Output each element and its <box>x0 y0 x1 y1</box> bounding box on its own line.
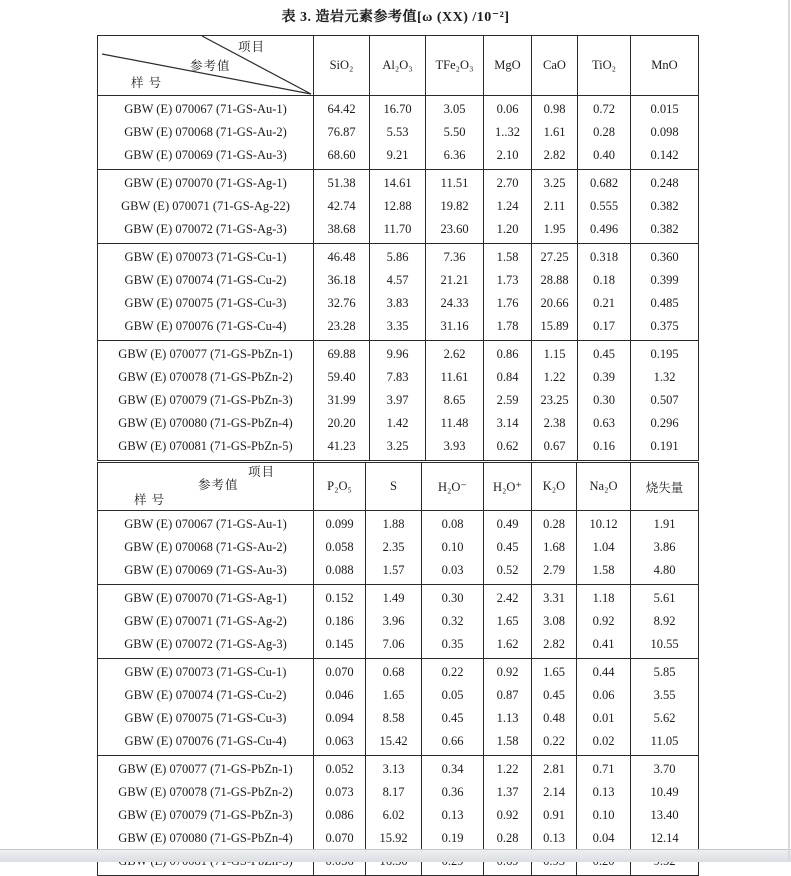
value-cell: 2.14 <box>532 781 577 804</box>
sample-id-cell: GBW (E) 070073 (71-GS-Cu-1) <box>98 244 314 270</box>
table-row <box>98 827 699 850</box>
value-cell: 9.21 <box>370 144 426 170</box>
value-cell: 0.66 <box>422 730 484 756</box>
value-cell: 32.76 <box>314 292 370 315</box>
sample-id-cell: GBW (E) 070077 (71-GS-PbZn-1) <box>98 341 314 367</box>
value-cell: 1.22 <box>532 366 578 389</box>
value-cell: 1.58 <box>484 730 532 756</box>
value-cell: 0.496 <box>578 218 631 244</box>
sample-id-cell: GBW (E) 070072 (71-GS-Ag-3) <box>98 633 314 659</box>
value-cell: 0.142 <box>631 144 699 170</box>
value-cell: 10.12 <box>577 511 631 537</box>
column-header-k2o: K₂O <box>532 463 577 511</box>
value-cell: 59.40 <box>314 366 370 389</box>
corner-label-item: 项目 <box>248 465 276 479</box>
table-row <box>98 684 699 707</box>
value-cell: 0.19 <box>422 827 484 850</box>
value-cell: 0.318 <box>578 244 631 270</box>
sample-group <box>98 96 699 170</box>
value-cell: 10.49 <box>631 781 699 804</box>
table-row <box>98 536 699 559</box>
value-cell: 13.40 <box>631 804 699 827</box>
value-cell: 5.50 <box>426 121 484 144</box>
column-header-sio2: SiO₂ <box>314 36 370 96</box>
value-cell: 5.86 <box>370 244 426 270</box>
value-cell: 0.13 <box>532 827 577 850</box>
table-row <box>98 756 699 782</box>
value-cell: 23.25 <box>532 389 578 412</box>
value-cell: 0.45 <box>532 684 577 707</box>
value-cell: 0.046 <box>314 684 366 707</box>
value-cell: 0.10 <box>577 804 631 827</box>
value-cell: 3.13 <box>366 756 422 782</box>
value-cell: 0.10 <box>422 536 484 559</box>
table-row <box>98 269 699 292</box>
value-cell: 2.42 <box>484 585 532 611</box>
value-cell: 0.32 <box>422 610 484 633</box>
value-cell: 0.360 <box>631 244 699 270</box>
value-cell: 0.28 <box>532 511 577 537</box>
value-cell: 1.95 <box>532 218 578 244</box>
value-cell: 68.60 <box>314 144 370 170</box>
value-cell: 1.91 <box>631 511 699 537</box>
value-cell: 0.186 <box>314 610 366 633</box>
value-cell: 0.92 <box>484 659 532 685</box>
value-cell: 1.15 <box>532 341 578 367</box>
value-cell: 0.52 <box>484 559 532 585</box>
value-cell: 0.094 <box>314 707 366 730</box>
value-cell: 2.70 <box>484 170 532 196</box>
value-cell: 1.58 <box>577 559 631 585</box>
value-cell: 0.63 <box>578 412 631 435</box>
sample-id-cell: GBW (E) 070075 (71-GS-Cu-3) <box>98 707 314 730</box>
sample-group <box>98 511 699 585</box>
value-cell: 14.61 <box>370 170 426 196</box>
value-cell: 15.42 <box>366 730 422 756</box>
value-cell: 0.052 <box>314 756 366 782</box>
table-row <box>98 781 699 804</box>
value-cell: 3.83 <box>370 292 426 315</box>
value-cell: 0.92 <box>577 610 631 633</box>
value-cell: 69.88 <box>314 341 370 367</box>
value-cell: 0.191 <box>631 435 699 461</box>
value-cell: 64.42 <box>314 96 370 122</box>
value-cell: 2.11 <box>532 195 578 218</box>
value-cell: 0.099 <box>314 511 366 537</box>
table-row <box>98 341 699 367</box>
value-cell: 2.79 <box>532 559 577 585</box>
table-row <box>98 804 699 827</box>
value-cell: 1.37 <box>484 781 532 804</box>
value-cell: 10.55 <box>631 633 699 659</box>
corner-label-reference: 参考值 <box>190 59 231 73</box>
value-cell: 0.070 <box>314 659 366 685</box>
sample-id-cell: GBW (E) 070080 (71-GS-PbZn-4) <box>98 412 314 435</box>
value-cell: 0.06 <box>484 96 532 122</box>
header-corner-cell <box>98 463 314 511</box>
value-cell: 2.38 <box>532 412 578 435</box>
value-cell: 0.195 <box>631 341 699 367</box>
value-cell: 7.36 <box>426 244 484 270</box>
value-cell: 0.67 <box>532 435 578 461</box>
value-cell: 0.13 <box>422 804 484 827</box>
value-cell: 1..32 <box>484 121 532 144</box>
value-cell: 0.49 <box>484 511 532 537</box>
value-cell: 27.25 <box>532 244 578 270</box>
value-cell: 0.30 <box>578 389 631 412</box>
sample-id-cell: GBW (E) 070078 (71-GS-PbZn-2) <box>98 366 314 389</box>
value-cell: 0.296 <box>631 412 699 435</box>
value-cell: 0.152 <box>314 585 366 611</box>
value-cell: 0.015 <box>631 96 699 122</box>
value-cell: 11.70 <box>370 218 426 244</box>
value-cell: 0.21 <box>578 292 631 315</box>
value-cell: 0.382 <box>631 218 699 244</box>
table-row <box>98 585 699 611</box>
value-cell: 3.25 <box>370 435 426 461</box>
value-cell: 0.45 <box>484 536 532 559</box>
value-cell: 0.399 <box>631 269 699 292</box>
value-cell: 0.058 <box>314 536 366 559</box>
table-caption: 表 3. 造岩元素参考值[ω (XX) /10⁻²] <box>281 10 510 25</box>
column-header-tfe2o3: TFe₂O₃ <box>426 36 484 96</box>
value-cell: 0.08 <box>422 511 484 537</box>
value-cell: 0.98 <box>532 96 578 122</box>
value-cell: 1.58 <box>484 244 532 270</box>
table-row <box>98 707 699 730</box>
value-cell: 0.71 <box>577 756 631 782</box>
value-cell: 15.89 <box>532 315 578 341</box>
value-cell: 0.06 <box>577 684 631 707</box>
value-cell: 11.51 <box>426 170 484 196</box>
value-cell: 1.32 <box>631 366 699 389</box>
sample-id-cell: GBW (E) 070075 (71-GS-Cu-3) <box>98 292 314 315</box>
sample-id-cell: GBW (E) 070069 (71-GS-Au-3) <box>98 144 314 170</box>
value-cell: 0.04 <box>577 827 631 850</box>
table-row <box>98 730 699 756</box>
column-header-h2o-minus: H₂O⁻ <box>422 463 484 511</box>
column-header-na2o: Na₂O <box>577 463 631 511</box>
value-cell: 0.507 <box>631 389 699 412</box>
value-cell: 3.14 <box>484 412 532 435</box>
value-cell: 1.88 <box>366 511 422 537</box>
sample-group <box>98 659 699 756</box>
value-cell: 2.82 <box>532 144 578 170</box>
column-header-p2o5: P₂O₅ <box>314 463 366 511</box>
value-cell: 1.18 <box>577 585 631 611</box>
value-cell: 0.01 <box>577 707 631 730</box>
value-cell: 7.83 <box>370 366 426 389</box>
value-cell: 41.23 <box>314 435 370 461</box>
column-header-h2o-plus: H₂O⁺ <box>484 463 532 511</box>
column-header-mgo: MgO <box>484 36 532 96</box>
table-row <box>98 218 699 244</box>
value-cell: 46.48 <box>314 244 370 270</box>
value-cell: 0.18 <box>578 269 631 292</box>
value-cell: 0.485 <box>631 292 699 315</box>
table-row <box>98 195 699 218</box>
value-cell: 0.84 <box>484 366 532 389</box>
value-cell: 23.60 <box>426 218 484 244</box>
sample-id-cell: GBW (E) 070071 (71-GS-Ag-2) <box>98 610 314 633</box>
table-row <box>98 144 699 170</box>
sample-id-cell: GBW (E) 070073 (71-GS-Cu-1) <box>98 659 314 685</box>
value-cell: 16.70 <box>370 96 426 122</box>
value-cell: 3.93 <box>426 435 484 461</box>
sample-id-cell: GBW (E) 070070 (71-GS-Ag-1) <box>98 585 314 611</box>
value-cell: 1.65 <box>366 684 422 707</box>
sample-id-cell: GBW (E) 070071 (71-GS-Ag-22) <box>98 195 314 218</box>
sample-id-cell: GBW (E) 070077 (71-GS-PbZn-1) <box>98 756 314 782</box>
sample-id-cell: GBW (E) 070080 (71-GS-PbZn-4) <box>98 827 314 850</box>
value-cell: 28.88 <box>532 269 578 292</box>
value-cell: 1.22 <box>484 756 532 782</box>
value-cell: 0.86 <box>484 341 532 367</box>
value-cell: 31.16 <box>426 315 484 341</box>
horizontal-scrollbar-track[interactable] <box>0 849 791 862</box>
corner-label-item: 项目 <box>238 40 266 54</box>
table-row <box>98 659 699 685</box>
value-cell: 0.070 <box>314 827 366 850</box>
sample-id-cell: GBW (E) 070076 (71-GS-Cu-4) <box>98 730 314 756</box>
corner-label-reference: 参考值 <box>198 478 239 492</box>
value-cell: 0.555 <box>578 195 631 218</box>
value-cell: 4.80 <box>631 559 699 585</box>
value-cell: 0.073 <box>314 781 366 804</box>
value-cell: 3.86 <box>631 536 699 559</box>
value-cell: 0.22 <box>422 659 484 685</box>
column-header-mno: MnO <box>631 36 699 96</box>
value-cell: 2.82 <box>532 633 577 659</box>
value-cell: 0.45 <box>578 341 631 367</box>
value-cell: 3.35 <box>370 315 426 341</box>
header-row <box>98 36 699 96</box>
value-cell: 0.17 <box>578 315 631 341</box>
value-cell: 0.87 <box>484 684 532 707</box>
major-elements-table-1 <box>97 35 699 461</box>
sample-id-cell: GBW (E) 070074 (71-GS-Cu-2) <box>98 684 314 707</box>
value-cell: 0.22 <box>532 730 577 756</box>
value-cell: 0.62 <box>484 435 532 461</box>
value-cell: 38.68 <box>314 218 370 244</box>
column-header-cao: CaO <box>532 36 578 96</box>
value-cell: 20.66 <box>532 292 578 315</box>
value-cell: 1.61 <box>532 121 578 144</box>
value-cell: 31.99 <box>314 389 370 412</box>
value-cell: 51.38 <box>314 170 370 196</box>
value-cell: 0.382 <box>631 195 699 218</box>
value-cell: 2.62 <box>426 341 484 367</box>
value-cell: 0.30 <box>422 585 484 611</box>
value-cell: 0.375 <box>631 315 699 341</box>
value-cell: 2.59 <box>484 389 532 412</box>
sample-group <box>98 170 699 244</box>
value-cell: 7.06 <box>366 633 422 659</box>
value-cell: 8.17 <box>366 781 422 804</box>
value-cell: 1.20 <box>484 218 532 244</box>
table-row <box>98 412 699 435</box>
value-cell: 1.78 <box>484 315 532 341</box>
sample-group <box>98 341 699 461</box>
value-cell: 0.92 <box>484 804 532 827</box>
value-cell: 3.31 <box>532 585 577 611</box>
value-cell: 0.682 <box>578 170 631 196</box>
column-header-s: S <box>366 463 422 511</box>
value-cell: 3.05 <box>426 96 484 122</box>
value-cell: 8.58 <box>366 707 422 730</box>
table-row <box>98 389 699 412</box>
sample-id-cell: GBW (E) 070068 (71-GS-Au-2) <box>98 121 314 144</box>
table-row <box>98 244 699 270</box>
value-cell: 11.61 <box>426 366 484 389</box>
value-cell: 0.48 <box>532 707 577 730</box>
value-cell: 5.61 <box>631 585 699 611</box>
value-cell: 1.65 <box>484 610 532 633</box>
sample-id-cell: GBW (E) 070076 (71-GS-Cu-4) <box>98 315 314 341</box>
column-header-al2o3: Al₂O₃ <box>370 36 426 96</box>
value-cell: 8.65 <box>426 389 484 412</box>
value-cell: 4.57 <box>370 269 426 292</box>
value-cell: 0.39 <box>578 366 631 389</box>
sample-id-cell: GBW (E) 070070 (71-GS-Ag-1) <box>98 170 314 196</box>
sample-id-cell: GBW (E) 070072 (71-GS-Ag-3) <box>98 218 314 244</box>
sample-id-cell: GBW (E) 070079 (71-GS-PbZn-3) <box>98 389 314 412</box>
value-cell: 0.063 <box>314 730 366 756</box>
corner-label-sample: 样 号 <box>131 76 163 90</box>
value-cell: 2.10 <box>484 144 532 170</box>
value-cell: 5.53 <box>370 121 426 144</box>
value-cell: 11.05 <box>631 730 699 756</box>
value-cell: 12.14 <box>631 827 699 850</box>
sample-group <box>98 244 699 341</box>
value-cell: 0.03 <box>422 559 484 585</box>
value-cell: 0.35 <box>422 633 484 659</box>
table-row <box>98 511 699 537</box>
value-cell: 24.33 <box>426 292 484 315</box>
value-cell: 3.70 <box>631 756 699 782</box>
value-cell: 3.08 <box>532 610 577 633</box>
value-cell: 1.04 <box>577 536 631 559</box>
value-cell: 0.05 <box>422 684 484 707</box>
table-row <box>98 292 699 315</box>
value-cell: 23.28 <box>314 315 370 341</box>
value-cell: 0.72 <box>578 96 631 122</box>
value-cell: 0.34 <box>422 756 484 782</box>
sample-id-cell: GBW (E) 070067 (71-GS-Au-1) <box>98 511 314 537</box>
value-cell: 42.74 <box>314 195 370 218</box>
value-cell: 19.82 <box>426 195 484 218</box>
value-cell: 0.41 <box>577 633 631 659</box>
value-cell: 1.13 <box>484 707 532 730</box>
value-cell: 8.92 <box>631 610 699 633</box>
header-corner-cell <box>98 36 314 96</box>
header-row <box>98 463 699 511</box>
value-cell: 0.098 <box>631 121 699 144</box>
value-cell: 0.088 <box>314 559 366 585</box>
major-elements-table-2 <box>97 462 699 876</box>
value-cell: 2.81 <box>532 756 577 782</box>
sample-id-cell: GBW (E) 070081 (71-GS-PbZn-5) <box>98 435 314 461</box>
sample-id-cell: GBW (E) 070078 (71-GS-PbZn-2) <box>98 781 314 804</box>
sample-group <box>98 585 699 659</box>
corner-label-sample: 样 号 <box>134 493 166 507</box>
value-cell: 15.92 <box>366 827 422 850</box>
value-cell: 9.96 <box>370 341 426 367</box>
value-cell: 11.48 <box>426 412 484 435</box>
value-cell: 1.73 <box>484 269 532 292</box>
value-cell: 1.24 <box>484 195 532 218</box>
value-cell: 0.68 <box>366 659 422 685</box>
value-cell: 76.87 <box>314 121 370 144</box>
sample-id-cell: GBW (E) 070069 (71-GS-Au-3) <box>98 559 314 585</box>
value-cell: 0.91 <box>532 804 577 827</box>
value-cell: 0.40 <box>578 144 631 170</box>
value-cell: 21.21 <box>426 269 484 292</box>
value-cell: 6.36 <box>426 144 484 170</box>
sample-id-cell: GBW (E) 070068 (71-GS-Au-2) <box>98 536 314 559</box>
table-row <box>98 315 699 341</box>
sample-id-cell: GBW (E) 070079 (71-GS-PbZn-3) <box>98 804 314 827</box>
value-cell: 0.28 <box>578 121 631 144</box>
value-cell: 6.02 <box>366 804 422 827</box>
table-row <box>98 633 699 659</box>
column-header-loss-on-ignition: 烧失量 <box>631 463 699 511</box>
sample-id-cell: GBW (E) 070074 (71-GS-Cu-2) <box>98 269 314 292</box>
value-cell: 12.88 <box>370 195 426 218</box>
value-cell: 3.25 <box>532 170 578 196</box>
value-cell: 36.18 <box>314 269 370 292</box>
value-cell: 0.02 <box>577 730 631 756</box>
column-header-tio2: TiO₂ <box>578 36 631 96</box>
value-cell: 5.62 <box>631 707 699 730</box>
value-cell: 0.248 <box>631 170 699 196</box>
value-cell: 5.85 <box>631 659 699 685</box>
table-row <box>98 559 699 585</box>
table-row <box>98 170 699 196</box>
value-cell: 0.45 <box>422 707 484 730</box>
value-cell: 1.62 <box>484 633 532 659</box>
value-cell: 2.35 <box>366 536 422 559</box>
value-cell: 3.96 <box>366 610 422 633</box>
table-row <box>98 610 699 633</box>
value-cell: 1.57 <box>366 559 422 585</box>
value-cell: 0.13 <box>577 781 631 804</box>
value-cell: 0.28 <box>484 827 532 850</box>
sample-id-cell: GBW (E) 070067 (71-GS-Au-1) <box>98 96 314 122</box>
value-cell: 1.49 <box>366 585 422 611</box>
value-cell: 0.36 <box>422 781 484 804</box>
table-row <box>98 96 699 122</box>
value-cell: 3.97 <box>370 389 426 412</box>
page-edge-divider <box>788 0 790 861</box>
value-cell: 1.76 <box>484 292 532 315</box>
value-cell: 20.20 <box>314 412 370 435</box>
value-cell: 1.42 <box>370 412 426 435</box>
value-cell: 0.086 <box>314 804 366 827</box>
value-cell: 0.145 <box>314 633 366 659</box>
table-row <box>98 366 699 389</box>
value-cell: 0.44 <box>577 659 631 685</box>
value-cell: 3.55 <box>631 684 699 707</box>
table-row <box>98 435 699 461</box>
value-cell: 1.68 <box>532 536 577 559</box>
value-cell: 0.16 <box>578 435 631 461</box>
table-row <box>98 121 699 144</box>
value-cell: 1.65 <box>532 659 577 685</box>
